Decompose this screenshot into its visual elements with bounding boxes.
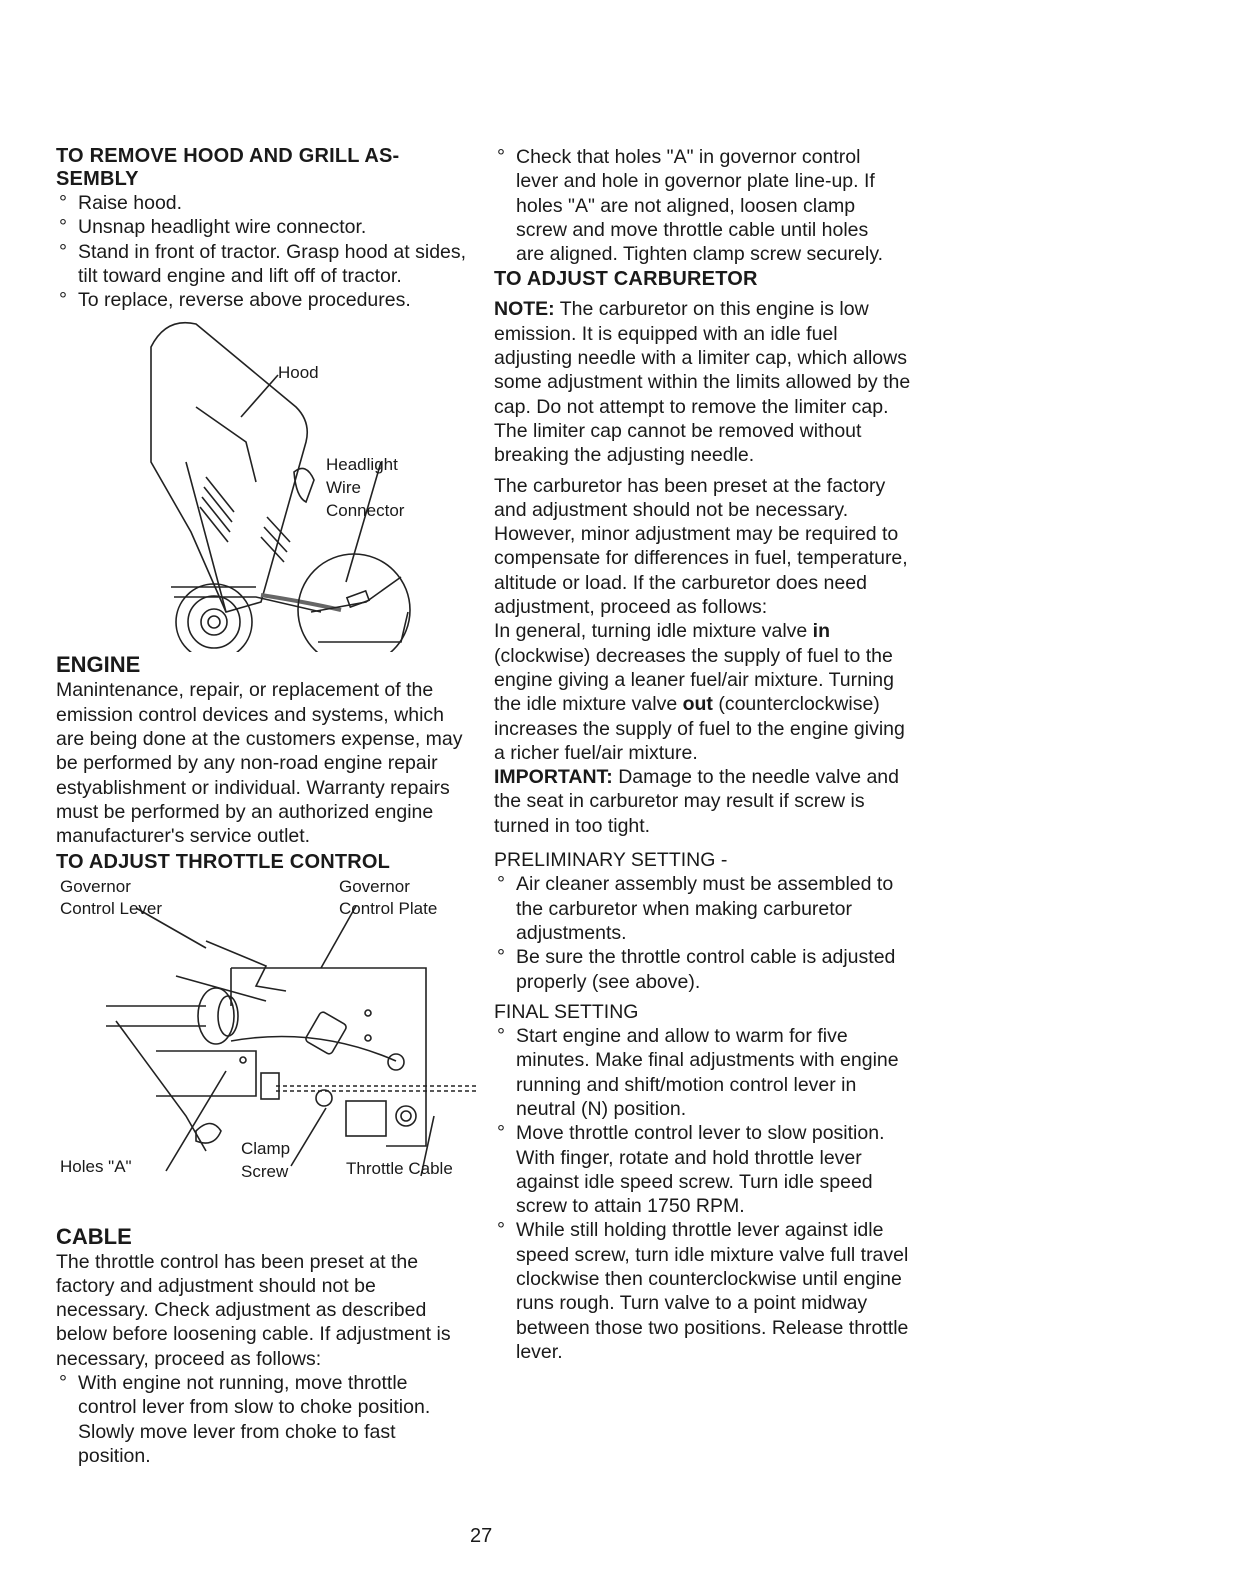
throttle-section-title: TO ADJUST THROTTLE CONTROL [56, 850, 391, 873]
note-paragraph [494, 297, 914, 467]
label-screw: Screw [241, 1161, 289, 1181]
label-throttle-cable: Throttle Cable [346, 1158, 453, 1178]
hood-step: ° Raise hood. [56, 191, 476, 215]
final-steps [494, 1024, 914, 1364]
hood-figure [56, 312, 476, 652]
hood-step: ° To replace, reverse above procedures. [56, 288, 476, 312]
mixture-paragraph [494, 619, 914, 765]
final-step: ° Start engine and allow to warm for five minutes. Make final adjustments with engine running and shift/motion control lever in neutral (N) position. [494, 1024, 914, 1121]
label-hood: Hood [278, 363, 319, 383]
important-label: IMPORTANT: [494, 766, 613, 789]
mixture-text-3: (counterclockwise) increases the supply of fuel to the engine giving a richer fuel/air mixture. [494, 693, 905, 764]
cable-step: ° With engine not running, move throttle control lever from slow to choke position. Slowly move lever from choke to fast position. [56, 1371, 456, 1468]
left-column [56, 145, 476, 1468]
final-step: ° Move throttle control lever to slow position. With finger, rotate and hold throttle lever against idle speed screw. Turn idle speed screw to attain 1750 RPM. [494, 1121, 914, 1218]
label-holes-a: Holes "A" [60, 1156, 132, 1176]
hood-illustration [56, 312, 476, 652]
final-step: ° While still holding throttle lever against idle speed screw, turn idle mixture valve full travel clockwise then counterclockwise until engine runs rough. Turn valve to a point midway between those two positions. Release throttle lever. [494, 1218, 914, 1364]
important-paragraph [494, 765, 914, 838]
note-text: The carburetor on this engine is low emission. It is equipped with an idle fuel adjusting needle with a limiter cap, which allows some adjustment within the limits allowed by the cap. Do not attempt to remove the limiter cap. The limiter cap cannot be removed without breaking the adjusting needle. [494, 298, 911, 467]
important-text: Damage to the needle valve and the seat in carburetor may result if screw is turned in too tight. [494, 766, 899, 837]
mixture-in: in [812, 620, 831, 643]
label-governor-plate-2: Control Plate [339, 898, 438, 918]
engine-paragraph: Manintenance, repair, or replacement of the emission control devices and systems, which are being done at the customers expense, may be performed by any non-road engine repair estyablishment or individual. Warranty repairs must be performed by an authorized engine manufacturer's service outlet. [56, 679, 463, 848]
hood-section-title: TO REMOVE HOOD AND GRILL AS-SEMBLY [56, 145, 400, 190]
preliminary-step: ° Be sure the throttle control cable is adjusted properly (see above). [494, 945, 914, 994]
hood-steps [56, 191, 476, 312]
preliminary-steps [494, 872, 914, 993]
label-governor-lever-2: Control Lever [60, 898, 163, 918]
label-governor-lever-1: Governor [60, 876, 131, 896]
cable-section-title: CABLE [56, 1223, 132, 1249]
hood-step: ° Stand in front of tractor. Grasp hood at sides, tilt toward engine and lift off of tractor. [56, 240, 476, 289]
label-wire: Wire [326, 478, 361, 498]
label-governor-plate-1: Governor [339, 876, 410, 896]
hood-step: ° Unsnap headlight wire connector. [56, 215, 476, 239]
page-number: 27 [470, 1525, 493, 1547]
note-label: NOTE: [494, 298, 555, 321]
carburetor-section-title: TO ADJUST CARBURETOR [494, 268, 758, 291]
label-headlight: Headlight [326, 455, 398, 475]
mixture-text-1: In general, turning idle mixture valve [494, 620, 813, 643]
final-title: FINAL SETTING [494, 1000, 639, 1023]
label-clamp: Clamp [241, 1138, 291, 1158]
mixture-out: out [682, 693, 713, 716]
preliminary-title: PRELIMINARY SETTING - [494, 849, 728, 872]
mixture-text-2: (clockwise) decreases the supply of fuel to the engine giving a leaner fuel/air mixture. Turning the idle mixture valve [494, 644, 894, 716]
label-connector: Connector [326, 501, 405, 521]
throttle-figure [56, 876, 476, 1216]
preliminary-step: ° Air cleaner assembly must be assembled to the carburetor when making carburetor adjustments. [494, 872, 914, 945]
preset-paragraph: The carburetor has been preset at the factory and adjustment should not be necessary. However, minor adjustment may be required to compensate for differences in fuel, temperature, altitude or load. If the carburetor does need adjustment, proceed as follows: [494, 474, 908, 619]
holes-check-step [494, 145, 894, 266]
cable-steps [56, 1371, 456, 1468]
cable-paragraph: The throttle control has been preset at the factory and adjustment should not be necessary. Check adjustment as described below before loosening cable. If adjustment is necessary, proceed as follows: [56, 1250, 451, 1370]
engine-section-title: ENGINE [56, 652, 141, 678]
holes-step: ° Check that holes "A" in governor control lever and hole in governor plate line-up. If holes "A" are not aligned, loosen clamp screw and move throttle cable until holes are aligned. Tighten clamp screw securely. [494, 145, 894, 266]
right-column [494, 145, 914, 1364]
